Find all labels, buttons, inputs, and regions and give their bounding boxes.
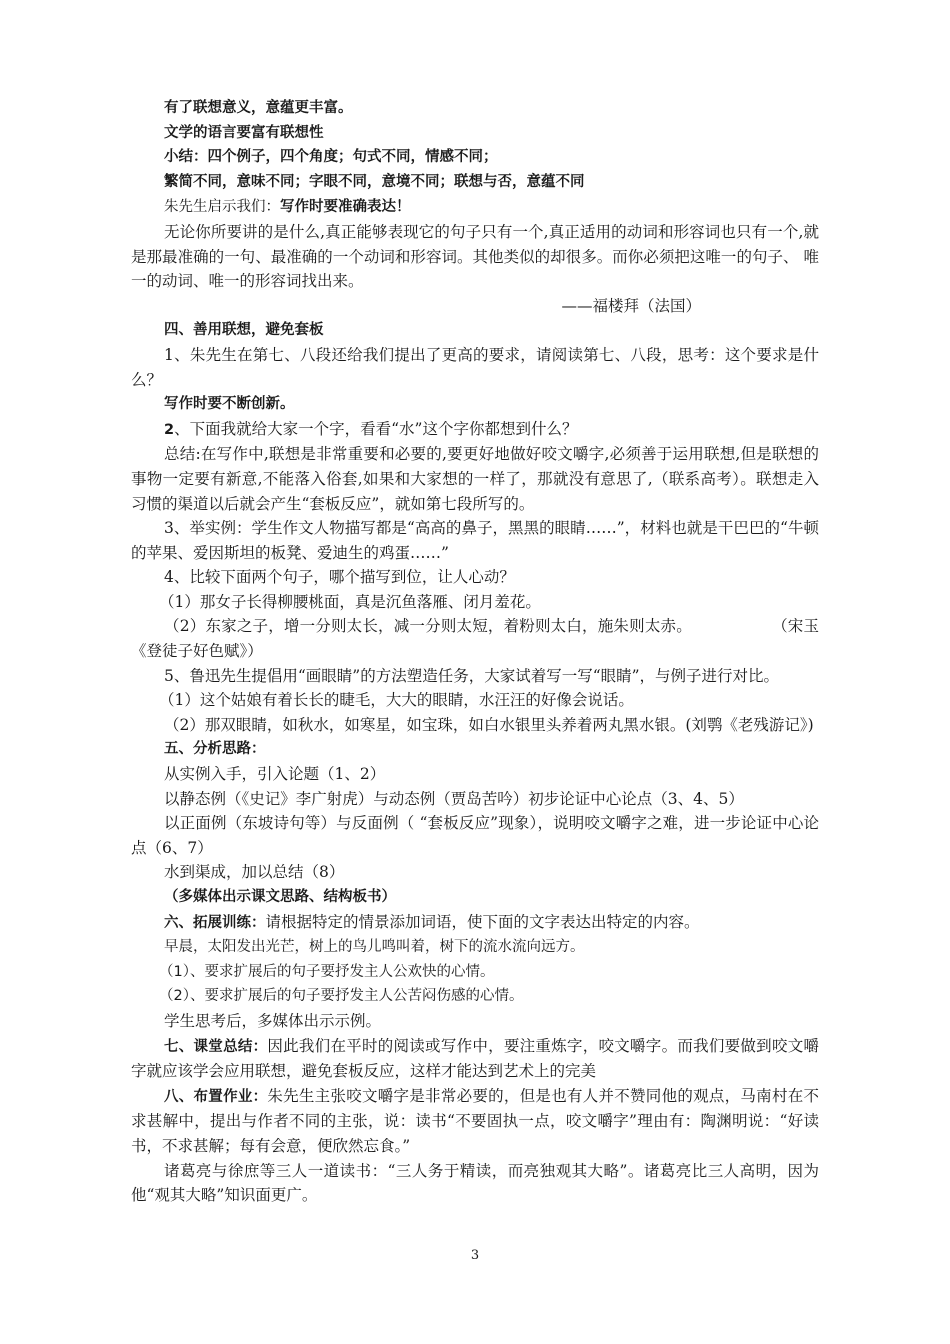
eye-sentence-2: （2）那双眼睛，如秋水，如寒星，如宝珠，如白水银里头养着两丸黑水银。(刘鹗《老残游记》) <box>164 715 814 734</box>
line-4: 繁简不同，意味不同；字眼不同，意境不同；联想与否，意蕴不同 <box>164 173 585 190</box>
question-4: 4、比较下面两个句子，哪个描写到位，让人心动？ <box>164 568 515 587</box>
multimedia-note: （多媒体出示课文思路、结构板书） <box>164 889 396 905</box>
eye-sentence-1: （1）这个姑娘有着长长的睫毛，大大的眼睛，水汪汪的好像会说话。 <box>159 691 634 710</box>
line-5-lead: 朱先生启示我们： <box>164 199 280 216</box>
zhuge-liang-paragraph: 诸葛亮与徐庶等三人一道读书：“三人务于精读，而亮独观其大略”。诸葛亮比三人高明，因为他“观其大略”知识面更广。 <box>131 1161 819 1205</box>
section-eight-heading: 八、布置作业： <box>164 1088 268 1105</box>
section-five-heading: 五、分析思路： <box>164 741 266 758</box>
section-seven-text: 因此我们在平时的阅读或写作中，要注重炼字，咬文嚼字。而我们要做到咬文嚼字就应该学会应用联想，避免套板反应，这样才能达到艺术上的完美 <box>131 1036 819 1081</box>
requirement-1: （1）、要求扩展后的句子要抒发主人公欢快的心情。 <box>159 963 495 980</box>
question-2 <box>131 417 819 443</box>
example-3: 3、举实例：学生作文人物描写都是“高高的鼻子，黑黑的眼睛……”，材料也就是干巴巴的“牛顿的苹果、爱因斯坦的板凳、爱迪生的鸡蛋……” <box>131 519 819 562</box>
line-1: 有了联想意义，意蕴更丰富。 <box>164 100 353 116</box>
document-page <box>131 96 819 1208</box>
answer-1: 写作时要不断创新。 <box>164 396 295 413</box>
question-1: 1、朱先生在第七、八段还给我们提出了更高的要求，请阅读第七、八段，思考：这个要求是什么？ <box>131 345 819 389</box>
section-seven-heading: 七、课堂总结： <box>164 1038 268 1055</box>
flaubert-quote: 无论你所要讲的是什么,真正能够表现它的句子只有一个,真正适用的动词和形容词也只有一个,就是那最准确的一句、最准确的一个动词和形容词。其他类似的却很多。而你必须把这唯一的句子、 唯一的动词、唯一的形容词找出来。 <box>131 222 819 291</box>
outline-2: 以静态例（《史记》李广射虎）与动态例（贾岛苦吟）初步论证中心论点（3、4、5） <box>164 789 744 808</box>
line-5 <box>131 194 819 220</box>
section-seven <box>131 1034 819 1084</box>
question-2-number: 2 <box>164 421 175 438</box>
section-six <box>131 910 819 936</box>
section-eight-text: 朱先生主张咬文嚼字是非常必要的，但是也有人并不赞同他的观点，马南村在不求甚解中，提出与作者不同的主张，说：读书“不要固执一点，咬文嚼字”理由有：陶渊明说：“好读书，不求甚解；每有会意，便欣然忘食。” <box>131 1086 819 1155</box>
line-2: 文学的语言要富有联想性 <box>164 124 324 141</box>
sentence-2 <box>131 614 819 663</box>
sentence-1: （1）那女子长得柳腰桃面，真是沉鱼落雁、闭月羞花。 <box>159 592 541 611</box>
section-four-heading: 四、善用联想，避免套板 <box>164 322 324 339</box>
sentence-2-source: （宋玉《登徒子好色赋》） <box>131 617 819 661</box>
example-note: 学生思考后，多媒体出示示例。 <box>164 1011 382 1030</box>
summary-paragraph: 总结:在写作中,联想是非常重要和必要的,要更好地做好咬文嚼字,必须善于运用联想,但是联想的事物一定要有新意,不能落入俗套,如果和大家想的一样了，那就没有意思了,（联系高考）。联想走入习惯的渠道以后就会产生“套板反应”，就如第七段所写的。 <box>131 445 819 513</box>
question-5: 5、鲁迅先生提倡用“画眼睛”的方法塑造任务，大家试着写一写“眼睛”，与例子进行对比。 <box>164 666 780 685</box>
outline-4: 水到渠成，加以总结（8） <box>164 863 345 882</box>
line-5-emphasis: 写作时要准确表达！ <box>280 199 411 216</box>
requirement-2: （2）、要求扩展后的句子要抒发主人公苦闷伤感的心情。 <box>159 988 524 1005</box>
section-six-text: 请根据特定的情景添加词语，使下面的文字表达出特定的内容。 <box>265 912 700 931</box>
quote-attribution: ——福楼拜（法国） <box>561 296 701 315</box>
expansion-sentence: 早晨，太阳发出光芒，树上的鸟儿鸣叫着，树下的流水流向远方。 <box>164 939 585 956</box>
page-number: 3 <box>470 1248 480 1263</box>
section-six-heading: 六、拓展训练： <box>164 914 266 931</box>
sentence-2-text: （2）东家之子，增一分则太长，减一分则太短，着粉则太白，施朱则太赤。 <box>164 617 692 636</box>
outline-3: 以正面例（东坡诗句等）与反面例（ “套板反应”现象），说明咬文嚼字之难，进一步论证中心论点（6、7） <box>131 814 819 857</box>
section-eight <box>131 1084 819 1159</box>
outline-1: 从实例入手，引入论题（1、2） <box>164 765 386 784</box>
line-3: 小结：四个例子，四个角度；句式不同，情感不同； <box>164 149 498 166</box>
question-2-text: 、下面我就给大家一个字，看看“水”这个字你都想到什么？ <box>174 419 578 438</box>
